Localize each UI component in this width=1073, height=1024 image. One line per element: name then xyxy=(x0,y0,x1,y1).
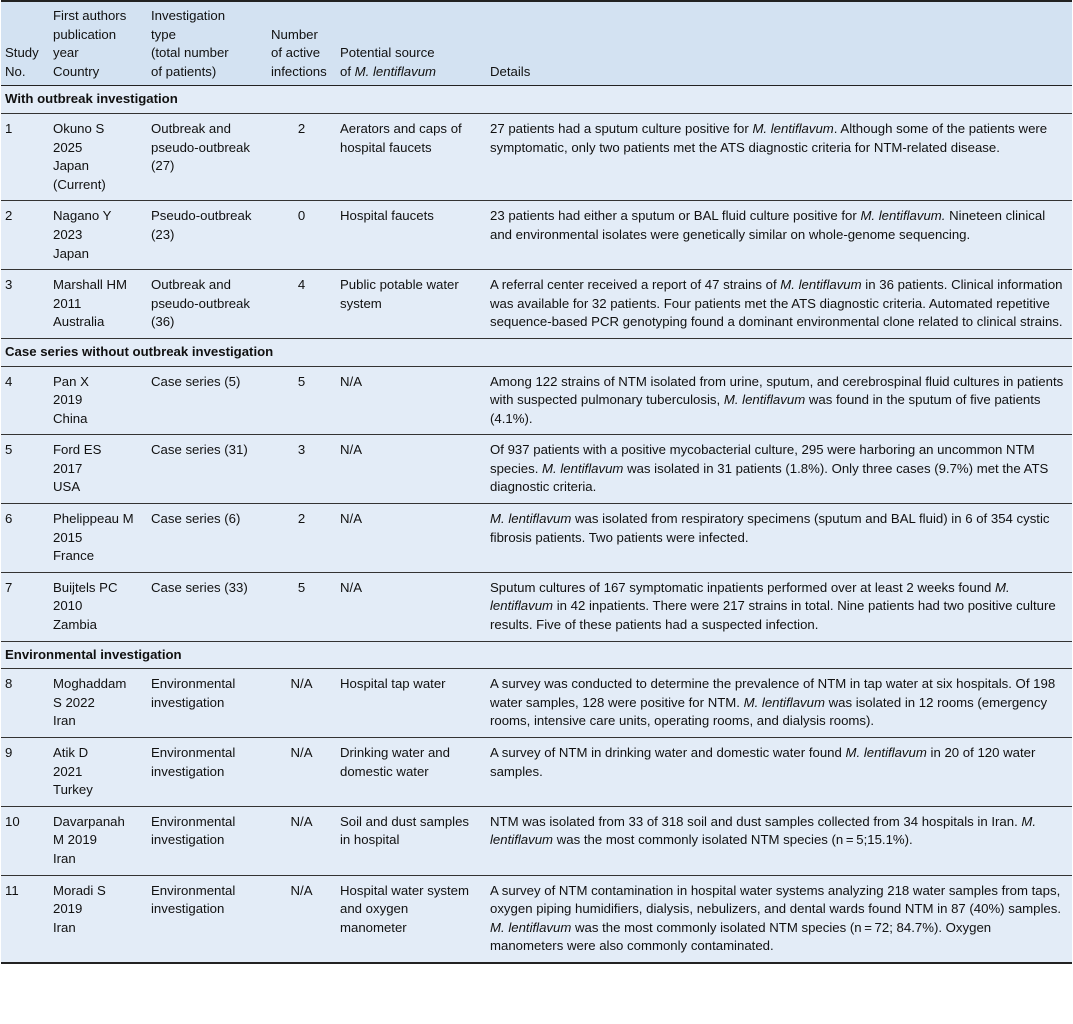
cell-details: M. lentiflavum was isolated from respiratory specimens (sputum and BAL fluid) in 6 of 354 cystic fibrosis patients. Two patients were infected. xyxy=(486,504,1072,573)
section-title: Environmental investigation xyxy=(1,641,1072,669)
cell-details: 27 patients had a sputum culture positive for M. lentiflavum. Although some of the patients were symptomatic, only two patients met the ATS diagnostic criteria for NTM-related disease. xyxy=(486,113,1072,200)
cell-authors: Nagano Y 2023 Japan xyxy=(49,201,147,270)
cell-details: A referral center received a report of 47 strains of M. lentiflavum in 36 patients. Clinical information was available for 32 patients. Four patients met the ATS diagnostic criteria. Automated repetitive sequence-based PCR genotyping found a dominant environmental clone related to clinical strains. xyxy=(486,270,1072,339)
cell-potential-source: Hospital tap water xyxy=(336,669,486,738)
cell-investigation-type: Case series (5) xyxy=(147,366,267,435)
section-header-row xyxy=(1,86,1072,114)
cell-investigation-type: Pseudo-outbreak (23) xyxy=(147,201,267,270)
table-container xyxy=(1,0,1072,964)
cell-authors: Pan X 2019 China xyxy=(49,366,147,435)
cell-authors: Ford ES 2017 USA xyxy=(49,435,147,504)
header-authors: First authors publication year Country xyxy=(53,8,127,79)
cell-potential-source: N/A xyxy=(336,504,486,573)
header-study: Study No. xyxy=(5,45,39,79)
cell-study-no: 9 xyxy=(1,738,49,807)
cell-potential-source: Public potable water system xyxy=(336,270,486,339)
cell-investigation-type: Environmental investigation xyxy=(147,669,267,738)
cell-active-infections: N/A xyxy=(267,738,336,807)
cell-authors: Marshall HM 2011 Australia xyxy=(49,270,147,339)
section-header-row xyxy=(1,641,1072,669)
cell-active-infections: 0 xyxy=(267,201,336,270)
cell-investigation-type: Environmental investigation xyxy=(147,875,267,963)
table-row xyxy=(1,738,1072,807)
cell-study-no: 1 xyxy=(1,113,49,200)
cell-active-infections: N/A xyxy=(267,669,336,738)
table-row xyxy=(1,201,1072,270)
cell-investigation-type: Case series (6) xyxy=(147,504,267,573)
table-row xyxy=(1,113,1072,200)
cell-details: A survey was conducted to determine the prevalence of NTM in tap water at six hospitals. Of 198 water samples, 128 were positive for NTM. M. lentiflavum was isolated in 12 rooms (emergency rooms, intensive care units, operating rooms, and dialysis rooms). xyxy=(486,669,1072,738)
table-row xyxy=(1,572,1072,641)
cell-details: A survey of NTM contamination in hospital water systems analyzing 218 water samples from taps, oxygen piping humidifiers, dialysis, nebulizers, and dental wards found NTM in 87 (40%) samples. M. lentiflavum was the most commonly isolated NTM species (n = 72; 84.7%). Oxygen manometers were also commonly contaminated. xyxy=(486,875,1072,963)
table-row xyxy=(1,875,1072,963)
cell-investigation-type: Environmental investigation xyxy=(147,806,267,875)
cell-active-infections: 2 xyxy=(267,504,336,573)
section-header-row xyxy=(1,338,1072,366)
header-potential-source: Potential source of M. lentiflavum xyxy=(340,45,437,79)
cell-potential-source: N/A xyxy=(336,572,486,641)
cell-active-infections: 5 xyxy=(267,572,336,641)
cell-authors: Moradi S 2019 Iran xyxy=(49,875,147,963)
cell-potential-source: Drinking water and domestic water xyxy=(336,738,486,807)
cell-authors: Davarpanah M 2019 Iran xyxy=(49,806,147,875)
cell-active-infections: 2 xyxy=(267,113,336,200)
cell-active-infections: 3 xyxy=(267,435,336,504)
cell-investigation-type: Case series (33) xyxy=(147,572,267,641)
table-row xyxy=(1,669,1072,738)
cell-active-infections: 4 xyxy=(267,270,336,339)
table-header xyxy=(1,1,1072,86)
cell-details: Among 122 strains of NTM isolated from urine, sputum, and cerebrospinal fluid cultures in patients with suspected pulmonary tuberculosis, M. lentiflavum was found in the sputum of five patients (4.1%). xyxy=(486,366,1072,435)
table-row xyxy=(1,806,1072,875)
cell-details: A survey of NTM in drinking water and domestic water found M. lentiflavum in 20 of 120 water samples. xyxy=(486,738,1072,807)
section-title: Case series without outbreak investigation xyxy=(1,338,1072,366)
cell-potential-source: Soil and dust samples in hospital xyxy=(336,806,486,875)
cell-study-no: 10 xyxy=(1,806,49,875)
cell-study-no: 4 xyxy=(1,366,49,435)
section-title: With outbreak investigation xyxy=(1,86,1072,114)
cell-study-no: 3 xyxy=(1,270,49,339)
cell-active-infections: N/A xyxy=(267,875,336,963)
table-row xyxy=(1,270,1072,339)
cell-study-no: 8 xyxy=(1,669,49,738)
cell-details: Sputum cultures of 167 symptomatic inpatients performed over at least 2 weeks found M. lentiflavum in 42 inpatients. There were 217 strains in total. Nine patients had two positive culture results. Five of these patients had a suspected infection. xyxy=(486,572,1072,641)
cell-investigation-type: Outbreak and pseudo-outbreak (36) xyxy=(147,270,267,339)
cell-authors: Okuno S 2025 Japan (Current) xyxy=(49,113,147,200)
table-body xyxy=(1,86,1072,963)
cell-active-infections: N/A xyxy=(267,806,336,875)
cell-details: NTM was isolated from 33 of 318 soil and dust samples collected from 34 hospitals in Iran. M. lentiflavum was the most commonly isolated NTM species (n = 5;15.1%). xyxy=(486,806,1072,875)
cell-potential-source: N/A xyxy=(336,435,486,504)
cell-authors: Moghaddam S 2022 Iran xyxy=(49,669,147,738)
cell-authors: Atik D 2021 Turkey xyxy=(49,738,147,807)
cell-potential-source: Aerators and caps of hospital faucets xyxy=(336,113,486,200)
header-investigation-type: Investigation type (total number of patients) xyxy=(151,8,229,79)
cell-study-no: 11 xyxy=(1,875,49,963)
cell-potential-source: N/A xyxy=(336,366,486,435)
studies-table xyxy=(1,0,1072,964)
table-row xyxy=(1,435,1072,504)
cell-active-infections: 5 xyxy=(267,366,336,435)
cell-details: Of 937 patients with a positive mycobacterial culture, 295 were harboring an uncommon NTM species. M. lentiflavum was isolated in 31 patients (1.8%). Only three cases (9.7%) met the ATS diagnostic criteria. xyxy=(486,435,1072,504)
header-active-infections: Number of active infections xyxy=(271,26,327,79)
cell-investigation-type: Outbreak and pseudo-outbreak (27) xyxy=(147,113,267,200)
cell-potential-source: Hospital faucets xyxy=(336,201,486,270)
cell-authors: Phelippeau M 2015 France xyxy=(49,504,147,573)
table-row xyxy=(1,366,1072,435)
cell-study-no: 5 xyxy=(1,435,49,504)
cell-authors: Buijtels PC 2010 Zambia xyxy=(49,572,147,641)
cell-investigation-type: Case series (31) xyxy=(147,435,267,504)
cell-details: 23 patients had either a sputum or BAL fluid culture positive for M. lentiflavum. Nineteen clinical and environmental isolates were genetically similar on whole-genome sequencing. xyxy=(486,201,1072,270)
cell-study-no: 2 xyxy=(1,201,49,270)
cell-investigation-type: Environmental investigation xyxy=(147,738,267,807)
table-row xyxy=(1,504,1072,573)
header-details: Details xyxy=(490,63,531,79)
cell-potential-source: Hospital water system and oxygen manometer xyxy=(336,875,486,963)
cell-study-no: 7 xyxy=(1,572,49,641)
cell-study-no: 6 xyxy=(1,504,49,573)
